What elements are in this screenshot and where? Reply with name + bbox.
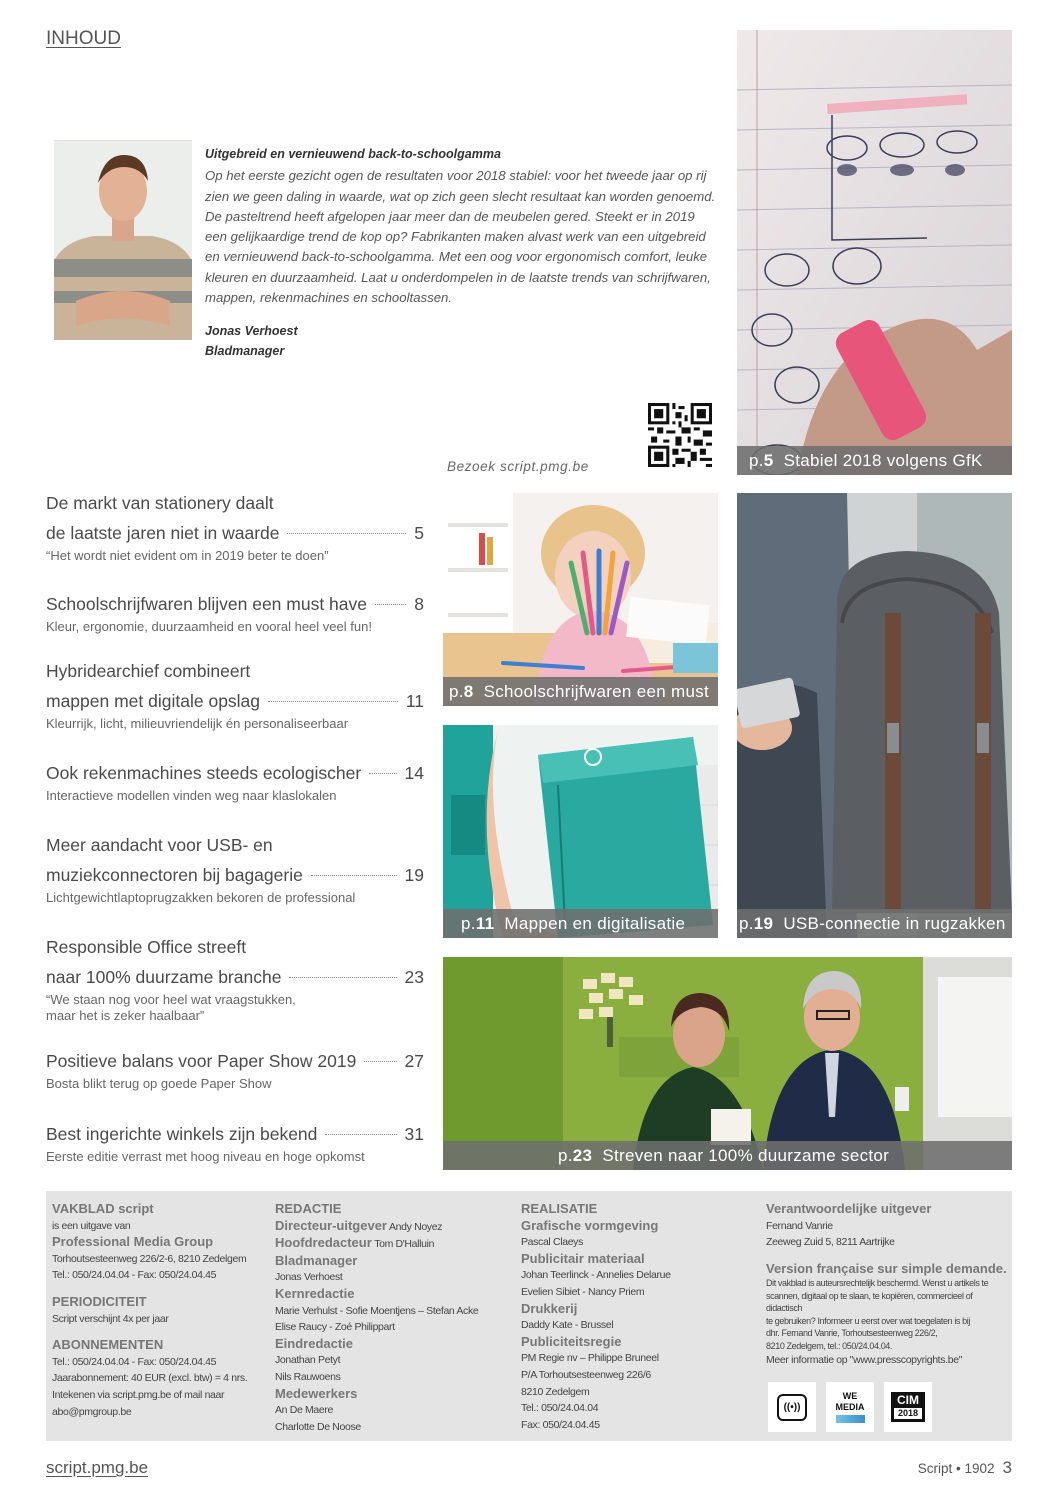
colophon-line: Marie Verhulst - Sofie Moentjens – Stefan Acke: [275, 1304, 479, 1317]
membership-logos: [768, 1382, 932, 1432]
toc-leader: [287, 533, 406, 534]
toc-subtitle: “Het wordt niet evident om in 2019 beter te doen”: [46, 548, 329, 563]
colophon-column-production: [521, 1201, 671, 1433]
toc-title-line: Ook rekenmachines steeds ecologischer: [46, 763, 362, 783]
toc-entry[interactable]: [46, 589, 424, 635]
qr-code[interactable]: [648, 403, 712, 467]
caption-p19[interactable]: [737, 909, 1012, 938]
toc-leader: [364, 1061, 396, 1062]
toc-page-number: 27: [404, 1051, 424, 1071]
colophon-line: Jonathan Petyt: [275, 1354, 341, 1367]
colophon-heading: PERIODICITEIT: [52, 1293, 147, 1309]
toc-title: Meer aandacht voor USB- en: [46, 835, 273, 855]
toc-page-number: 14: [404, 763, 424, 783]
colophon-line: Charlotte De Noose: [275, 1420, 361, 1433]
toc-subtitle: Lichtgewichtlaptoprugzakken bekoren de professional: [46, 890, 356, 905]
section-title: INHOUD: [46, 28, 121, 49]
logo-label: ((•)): [777, 1394, 808, 1421]
toc-title-line: de laatste jaren niet in waarde: [46, 523, 280, 543]
colophon-line: Tel.: 050/24.04.04 - Fax: 050/24.04.45: [52, 1269, 217, 1282]
author-name: Jonas Verhoest: [205, 324, 298, 338]
toc-title-line: Positieve balans voor Paper Show 2019: [46, 1051, 357, 1071]
toc-subtitle: Kleur, ergonomie, duurzaamheid en vooral heel veel fun!: [46, 619, 372, 634]
colophon-line: Andy Noyez: [388, 1220, 443, 1233]
caption-page-prefix: p.: [749, 451, 764, 470]
colophon-line: Johan Teerlinck - Annelies Delarue: [521, 1269, 671, 1282]
toc-subtitle: Eerste editie verrast met hoog niveau en hoge opkomst: [46, 1149, 365, 1164]
colophon: [46, 1191, 1012, 1441]
visit-website-text: Bezoek script.pmg.be: [447, 459, 589, 474]
caption-page-prefix: p.: [461, 914, 476, 933]
colophon-line: Tel.: 050/24.04.04 - Fax: 050/24.04.45: [52, 1355, 217, 1368]
colophon-line: Tel.: 050/24.04.04: [521, 1402, 599, 1415]
colophon-heading: Drukkerij: [521, 1300, 578, 1316]
logo-label: MEDIA: [835, 1402, 865, 1412]
colophon-line: Pascal Claeys: [521, 1236, 583, 1249]
colophon-heading: Version française sur simple demande.: [766, 1260, 1007, 1276]
colophon-line: is een uitgave van: [52, 1219, 131, 1232]
colophon-column-publisher: [52, 1201, 247, 1420]
footer-issue: [918, 1458, 1012, 1478]
toc-title: Responsible Office streeft: [46, 937, 247, 957]
issue-number: Script • 1902: [917, 1461, 995, 1476]
colophon-line: Tom D'Halluin: [374, 1238, 435, 1251]
toc-title-line: muziekconnectoren bij bagagerie: [46, 865, 303, 885]
colophon-line: Fernand Vanrie: [766, 1219, 833, 1232]
colophon-heading: ABONNEMENTEN: [52, 1337, 164, 1353]
caption-p8[interactable]: [443, 677, 718, 706]
caption-text: Stabiel 2018 volgens GfK: [783, 451, 983, 470]
colophon-line: Meer informatie op "www.presscopyrights.be": [766, 1354, 963, 1367]
colophon-line: Jonas Verhoest: [275, 1271, 343, 1284]
cim-logo: [884, 1382, 932, 1432]
toc-leader: [289, 977, 396, 978]
caption-page-prefix: p.: [739, 914, 754, 933]
toc-page-number: 19: [404, 865, 424, 885]
colophon-line: An De Maere: [275, 1404, 334, 1417]
photo-folder: [443, 725, 718, 938]
toc-entry[interactable]: [46, 488, 424, 564]
photo-notebook: [737, 30, 1012, 475]
caption-page-number: 11: [475, 914, 495, 933]
colophon-heading: Hoofdredacteur: [275, 1235, 372, 1251]
colophon-line: P/A Torhoutsesteenweg 226/6: [521, 1368, 651, 1381]
colophon-line: Elise Raucy - Zoé Philippart: [275, 1321, 395, 1334]
colophon-heading: Grafische vormgeving: [521, 1217, 659, 1233]
colophon-line: Evelien Sibiet - Nancy Priem: [521, 1285, 645, 1298]
toc-title-line: mappen met digitale opslag: [46, 691, 261, 711]
toc-entry[interactable]: [46, 1119, 424, 1165]
toc-page-number: 11: [405, 691, 424, 711]
toc-page-number: 31: [404, 1124, 424, 1144]
logo-label: 2018: [894, 1408, 922, 1419]
page-number: 3: [1002, 1458, 1012, 1477]
logo-label: WE: [842, 1391, 858, 1401]
intro-heading: Uitgebreid en vernieuwend back-to-schoolgamma: [205, 147, 501, 161]
colophon-email[interactable]: abo@pmgroup.be: [52, 1405, 132, 1418]
colophon-heading: Directeur-uitgever: [275, 1217, 387, 1233]
colophon-heading: Verantwoordelijke uitgever: [766, 1201, 932, 1216]
colophon-heading: Medewerkers: [275, 1385, 358, 1401]
colophon-column-legal: [766, 1201, 1010, 1369]
colophon-heading: VAKBLAD script: [52, 1201, 154, 1216]
colophon-line: Intekenen via script.pmg.be of mail naar: [52, 1388, 225, 1401]
caption-page-number: 19: [753, 914, 774, 933]
toc-leader: [369, 773, 396, 774]
toc-leader: [268, 701, 398, 702]
toc-entry[interactable]: [46, 830, 424, 906]
signature: [205, 321, 298, 361]
caption-page-prefix: p.: [558, 1146, 573, 1165]
colophon-column-editorial: [275, 1201, 478, 1435]
colophon-line: 8210 Zedelgem: [521, 1385, 590, 1398]
colophon-heading: REDACTIE: [275, 1201, 342, 1216]
toc-subtitle: “We staan nog voor heel wat vraagstukken,: [46, 992, 296, 1007]
caption-text: USB-connectie in rugzakken: [783, 914, 1006, 933]
colophon-line: Torhoutsesteenweg 226/2-6, 8210 Zedelgem: [52, 1252, 247, 1265]
toc-page-number: 5: [414, 523, 424, 543]
colophon-line: dhr. Fernand Vanrie, Torhoutsesteenweg 226/2,: [766, 1328, 938, 1339]
toc-subtitle: Bosta blikt terug op goede Paper Show: [46, 1076, 272, 1091]
caption-page-number: 23: [572, 1146, 593, 1165]
colophon-line: Daddy Kate - Brussel: [521, 1319, 614, 1332]
colophon-heading: Publiciteitsregie: [521, 1333, 622, 1349]
caption-p5[interactable]: [737, 446, 1012, 475]
caption-page-number: 5: [763, 451, 774, 470]
colophon-heading: REALISATIE: [521, 1201, 598, 1216]
caption-text: Mappen en digitalisatie: [504, 914, 686, 933]
colophon-heading: Eindredactie: [275, 1335, 354, 1351]
caption-page-number: 8: [463, 682, 474, 701]
footer-website-link[interactable]: script.pmg.be: [46, 1458, 149, 1477]
toc-entry[interactable]: [46, 656, 424, 732]
toc-page-number: 23: [404, 967, 424, 987]
caption-p23[interactable]: [443, 1141, 1012, 1170]
logo-label: CIM: [897, 1393, 919, 1407]
colophon-line: 8210 Zedelgem, tel.: 050/24.04.04.: [766, 1340, 893, 1351]
toc-title-line: naar 100% duurzame branche: [46, 967, 282, 987]
toc-leader: [375, 604, 406, 605]
toc-entry[interactable]: [46, 758, 424, 804]
caption-text: Schoolschrijfwaren een must: [483, 682, 710, 701]
we-media-logo: [826, 1382, 874, 1432]
colophon-heading: Professional Media Group: [52, 1234, 214, 1250]
caption-p11[interactable]: [443, 909, 718, 938]
toc-leader: [325, 1134, 396, 1135]
toc-title-line: Schoolschrijfwaren blijven een must have: [46, 594, 367, 614]
toc-entry[interactable]: [46, 1046, 424, 1092]
colophon-line: Fax: 050/24.04.45: [521, 1418, 600, 1431]
colophon-line: scannen, digitaal op te slaan, te kopiëren, commercieel of didactisch: [766, 1290, 973, 1314]
intro-text: [205, 144, 720, 308]
toc-subtitle-line2: maar het is zeker haalbaar”: [46, 1008, 205, 1023]
caption-page-prefix: p.: [449, 682, 464, 701]
toc-title-line: Best ingerichte winkels zijn bekend: [46, 1124, 318, 1144]
colophon-line: PM Regie nv – Philippe Bruneel: [521, 1352, 659, 1365]
toc-subtitle: Kleurrijk, licht, milieuvriendelijk én personaliseerbaar: [46, 716, 349, 731]
colophon-heading: Publicitair materiaal: [521, 1250, 645, 1266]
colophon-heading: Bladmanager: [275, 1252, 358, 1268]
press-copyright-logo: [768, 1382, 816, 1432]
colophon-line: te gebruiken? Informeer u eerst over wat toegelaten is bij: [766, 1315, 970, 1326]
photo-responsible-office: [443, 957, 1012, 1170]
caption-text: Streven naar 100% duurzame sector: [602, 1146, 890, 1165]
toc-page-number: 8: [414, 594, 424, 614]
toc-title: Hybridearchief combineert: [46, 661, 251, 681]
photo-girl-pencils: [443, 493, 718, 706]
colophon-line: Jaarabonnement: 40 EUR (excl. btw) = 4 nrs.: [52, 1372, 248, 1385]
photo-backpack: [737, 493, 1012, 938]
colophon-line: Zeeweg Zuid 5, 8211 Aartrijke: [766, 1236, 895, 1249]
toc-subtitle: Interactieve modellen vinden weg naar klaslokalen: [46, 788, 337, 803]
author-role: Bladmanager: [205, 344, 285, 358]
toc-leader: [311, 875, 397, 876]
colophon-line: Script verschijnt 4x per jaar: [52, 1312, 169, 1325]
colophon-line: Nils Rauwoens: [275, 1370, 341, 1383]
author-portrait: [54, 140, 192, 340]
toc-entry[interactable]: [46, 932, 424, 1024]
colophon-heading: Kernredactie: [275, 1285, 355, 1301]
toc-title: De markt van stationery daalt: [46, 493, 274, 513]
colophon-line: Dit vakblad is auteursrechtelijk beschermd. Wenst u artikels te: [766, 1278, 989, 1289]
intro-body: Op het eerste gezicht ogen de resultaten voor 2018 stabiel: voor het tweede jaar op rij zien we geen daling in waarde, wat op zich geen slecht resultaat kan worden genoemd. De pasteltrend heeft afgelopen jaar meer dan de meubelen gered. Steekt er in 2019 een gelijkaardige trend de kop op? Fabrikanten maken alvast werk van een uitgebreid en vernieuwend back-to-schoolgamma. Met een oog voor ergonomisch comfort, leuke kleuren en duurzaamheid. Laat u onderdompelen in de laatste trends van schrijfwaren, mappen, rekenmachines en schooltassen.: [205, 168, 716, 306]
